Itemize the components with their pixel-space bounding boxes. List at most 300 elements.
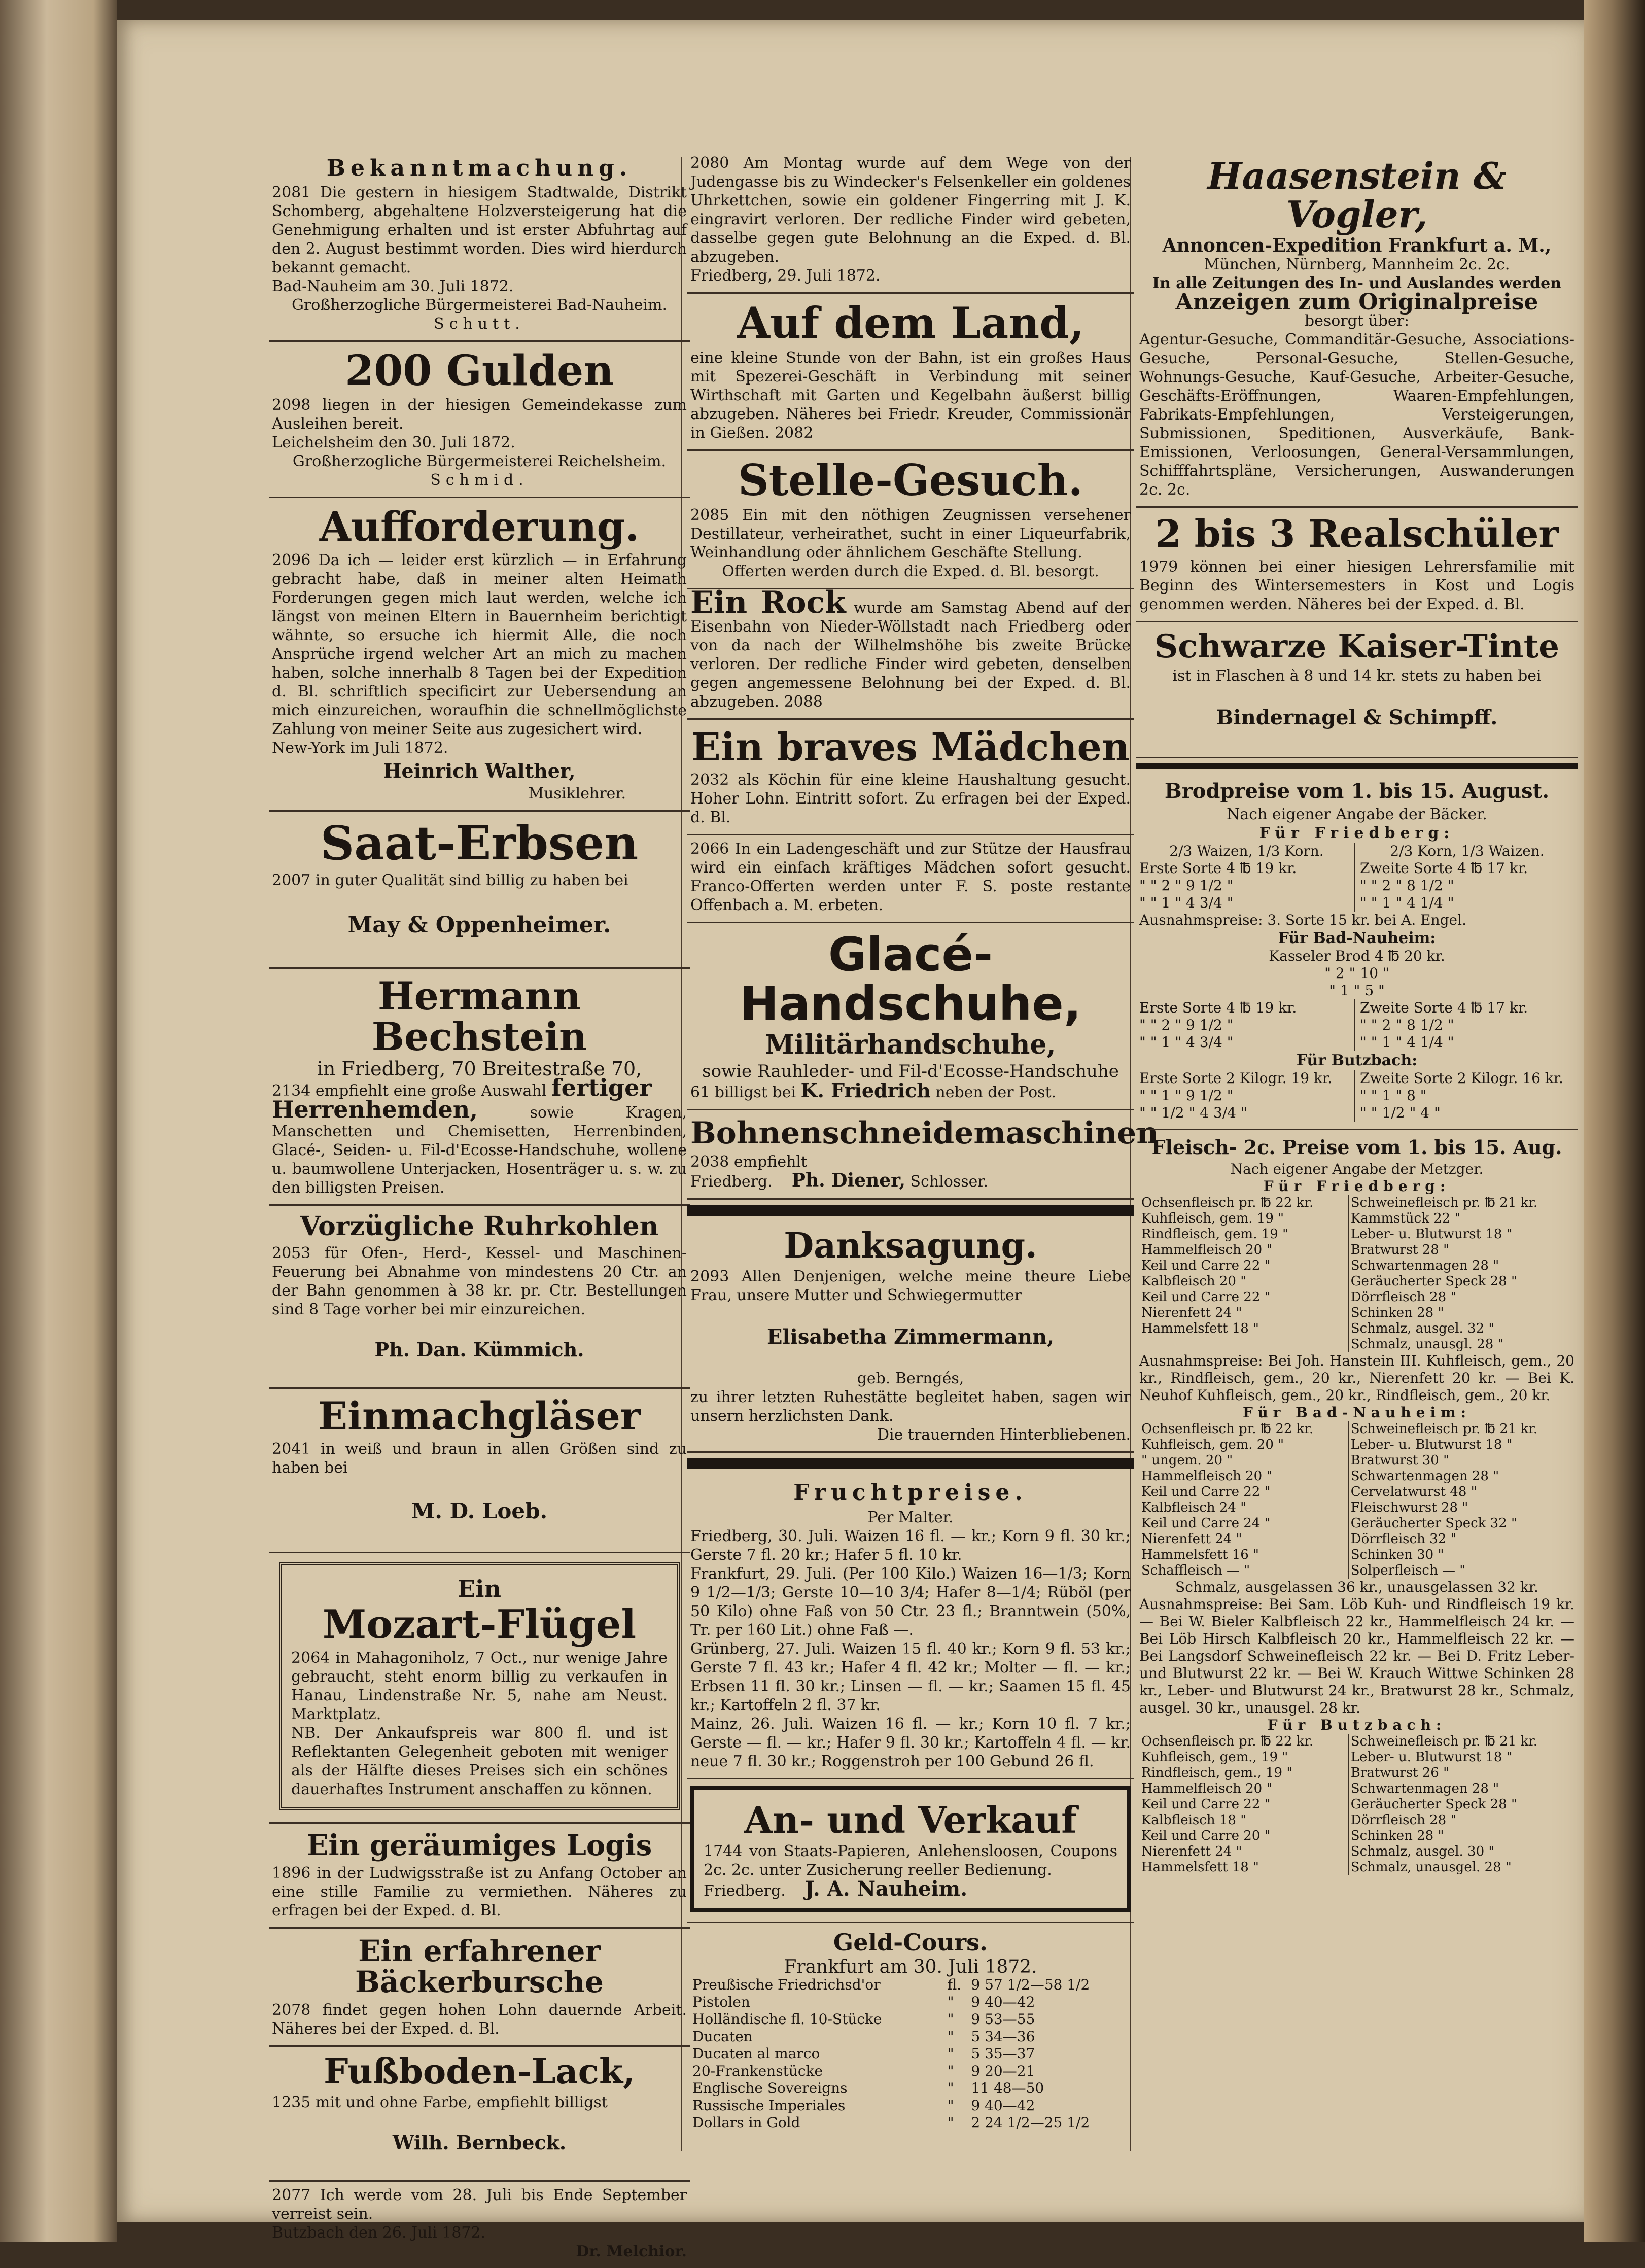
ad-place: Friedberg. [704,1882,786,1900]
ad-melchior [269,2182,690,2268]
column-3 [1136,150,1578,1882]
meat-price-left [1139,1337,1348,1352]
price-header: 2/3 Korn, 1/3 Waizen. [1390,843,1545,860]
ad-besorgt: besorgt über: [1304,312,1410,330]
price-line: Erste Sorte 4 ℔ 19 kr. [1139,860,1297,877]
ad-role: Musiklehrer. [528,785,626,803]
price-paragraph: Grünberg, 27. Juli. Waizen 15 fl. 40 kr.; Korn 9 fl. 53 kr.; Gerste 7 fl. 43 kr.; Hafer 4 fl. 42 kr.; Molter — fl. — kr.; Erbsen 11 fl. 30 kr.; Linsen — fl. — kr.; Saamen 15 fl. 45 kr.; Kartoffeln 2 fl. 37 kr. [690,1639,1131,1714]
meat-price-left: " ungem. 20 " [1139,1453,1348,1469]
ad-number: 2038 [690,1153,729,1171]
price-col-right [1355,999,1574,1051]
meat-price-right: Schwartenmagen 28 " [1350,1468,1499,1484]
meat-price-right: Schweinefleisch pr. ℔ 21 kr. [1350,1421,1538,1437]
ad-title: Stelle-Gesuch. [738,455,1083,506]
ad-title: Einmachgläser [318,1393,641,1439]
table-row [1139,1211,1574,1227]
price-paragraph: Mainz, 26. Juli. Waizen 16 fl. — kr.; Korn 10 fl. 7 kr.; Gerste — fl. — kr.; Hafer 9 fl. 30 kr.; Kartoffeln 4 fl. — kr. neue 7 fl. 30 kr.; Roggenstroh per 100 Gebund 26 fl. [690,1715,1131,1770]
rate: 9 40—42 [971,2097,1035,2114]
ad-signature: J. A. Nauheim. [804,1877,968,1901]
meat-price-right: Leber- u. Blutwurst 18 " [1350,1437,1513,1452]
table-row [1139,1337,1574,1352]
table-row [690,2011,1131,2028]
ad-title: Ein erfahrener Bäckerbursche [355,1933,604,1999]
price-extra: Schmalz, ausgelassen 36 kr., unausgelassen 32 kr. [1175,1578,1538,1595]
table-row [1139,1484,1574,1500]
ad-land [687,294,1134,451]
table-row [690,2114,1131,2132]
ad-laden [687,835,1134,923]
ad-bohnen [687,1110,1159,1200]
rate: 9 57 1/2—58 1/2 [971,1976,1090,1994]
ad-authority: Großherzogliche Bürgermeisterei Bad-Nauheim. [291,296,668,315]
ad-tinte [1136,622,1578,758]
ad-text: sowie Kragen, Manschetten und Chemisetten, Herrenbinden, Glacé-, Seiden- u. Fil-d'Ecosse-Handschuhe, wollene u. baumwollene Unterjacken, Hosenträger u. s. w. zu den billigsten Preisen. [272,1104,687,1197]
unit: " [947,2028,954,2045]
ad-title: 2 bis 3 Realschüler [1155,512,1559,556]
meat-price-left: Keil und Carre 20 " [1139,1828,1348,1844]
price-line: " " 1 " 4 1/4 " [1360,894,1454,912]
meat-price-right: Schinken 28 " [1350,1305,1444,1320]
ad-title: Haasenstein & Vogler, [1207,154,1507,236]
currency: Holländische fl. 10-Stücke [692,2011,882,2028]
meat-price-left: Nierenfett 24 " [1139,1305,1348,1321]
ad-lack [269,2047,690,2182]
ad-emphasis: fertiger [551,1074,652,1102]
price-header: 2/3 Waizen, 1/3 Korn. [1169,843,1324,860]
section-title: Brodpreise vom 1. bis 15. August. [1164,779,1550,804]
price-line: " " 2 " 8 1/2 " [1360,877,1454,894]
ad-note: NB. Der Ankaufspreis war 800 fl. und ist Reflektanten Gelegenheit geboten mit weniger als der Hälfte dieses Preises sich ein schönes dauerhaftes Instrument anschaffen zu können. [291,1724,668,1799]
meat-price-right: Schwartenmagen 28 " [1350,1258,1499,1273]
ad-place: New-York im Juli 1872. [272,739,448,757]
unit: " [947,2063,954,2080]
ad-title: Vorzügliche Ruhrkohlen [300,1211,659,1242]
table-row [1139,1812,1574,1828]
unit: " [947,2080,954,2097]
meat-price-left: Ochsenfleisch pr. ℔ 22 kr. [1139,1734,1348,1750]
ad-number: 2134 [272,1082,311,1100]
meat-price-left: Kuhfleisch, gem. 19 " [1139,1211,1348,1227]
rate: 9 40—42 [971,1994,1035,2011]
ad-text: in der Ludwigsstraße ist zu Anfang October an eine stille Familie zu vermiethen. Näheres zu erfragen bei der Exped. d. Bl. [272,1864,687,1920]
ad-number: 2096 [272,551,311,570]
price-col-right [1355,843,1574,912]
meat-price-left: Kuhfleisch, gem., 19 " [1139,1750,1348,1765]
ad-number: 61 [690,1083,710,1101]
price-line: " " 1 " 9 1/2 " [1139,1087,1234,1104]
ad-lead: In alle Zeitungen des In- und Auslandes werden [1152,274,1562,293]
ad-signature: Bindernagel & Schimpff. [1216,706,1498,730]
ad-place: Butzbach den 26. Juli 1872. [272,2224,485,2242]
column-1 [269,150,690,2268]
price-col-right [1355,1070,1574,1122]
ad-number: 2053 [272,1244,311,1263]
ad-signature: Dr. Melchior. [576,2243,687,2261]
ad-text: wurde am Samstag Abend auf der Eisenbahn von Nieder-Wöllstadt nach Friedberg oder von da nach der Wilhelmshöhe bis zweite Brücke verloren. Der redliche Finder wird gebeten, denselben gegen angemessene Belohnung bei der Exped. d. Bl. abzugeben. [690,599,1131,711]
table-row [1139,1563,1574,1579]
meat-price-right: Leber- u. Blutwurst 18 " [1350,1749,1513,1765]
price-line: Erste Sorte 4 ℔ 19 kr. [1139,999,1297,1017]
black-rule [687,1458,1134,1469]
ad-glace [687,923,1134,1110]
price-line: " " 1 " 4 1/4 " [1360,1034,1454,1051]
ad-maedchen [687,720,1134,835]
table-row [1139,1781,1574,1797]
ad-title: Danksagung. [784,1225,1037,1266]
ad-name: Elisabetha Zimmermann, [766,1325,1055,1349]
rate: 5 35—37 [971,2045,1035,2063]
price-grid [1139,1070,1574,1122]
ad-text: mit und ohne Farbe, empfiehlt billigst [315,2093,608,2112]
ad-text: findet gegen hohen Lohn dauernde Arbeit. Näheres bei der Exped. d. Bl. [272,2001,687,2038]
ad-place: Friedberg, 29. Juli 1872. [690,267,881,285]
table-row [690,1994,1131,2011]
price-col-left [1139,843,1355,912]
ad-place: Leichelsheim den 30. Juli 1872. [272,434,515,452]
table-row [1139,1797,1574,1812]
ad-number: 2066 [690,840,729,858]
ad-title: Aufforderung. [319,503,640,551]
table-row [1139,1828,1574,1844]
ad-title: Ein Rock [690,585,846,621]
table-row [690,2097,1131,2114]
section-subtitle: Per Malter. [867,1508,954,1526]
table-row [690,2028,1131,2045]
meat-table-friedberg [1139,1195,1574,1352]
meat-price-left: Keil und Carre 22 " [1139,1797,1348,1812]
town-heading: Für Butzbach: [1296,1052,1418,1070]
ad-text-after: neben der Post. [935,1083,1057,1101]
unit: " [947,2011,954,2028]
ad-title: Glacé-Handschuhe, [740,927,1081,1031]
ad-number: 1235 [272,2093,311,2112]
book-cover-edge [1584,0,1645,2242]
meat-price-right: Schmalz, unausgel. 28 " [1350,1859,1512,1875]
ad-logis [269,1824,690,1929]
ad-subtitle: in Friedberg, 70 Breitestraße 70, [317,1058,642,1080]
meat-price-right: Kammstück 22 " [1350,1210,1461,1226]
meat-price-left: Kalbfleisch 20 " [1139,1274,1348,1289]
price-line: " 2 " 10 " [1324,965,1389,982]
ad-subtitle: Annoncen-Expedition Frankfurt a. M., [1162,235,1552,257]
ad-number: 2041 [272,1440,311,1458]
ad-signature: K. Friedrich [800,1078,931,1102]
ad-text: können bei einer hiesigen Lehrersfamilie mit Beginn des Wintersemesters in Kost und Logis genommen werden. Näheres bei der Exped. d. Bl. [1139,557,1574,613]
meat-table-nauheim [1139,1421,1574,1579]
section-fleischpreise [1136,1130,1578,1882]
price-line: " " 1 " 4 3/4 " [1139,894,1234,912]
meat-price-right: Bratwurst 26 " [1350,1765,1450,1781]
currency: Ducaten [692,2028,753,2045]
section-subtitle: Frankfurt am 30. Juli 1872. [784,1957,1037,1978]
currency: 20-Frankenstücke [692,2063,823,2080]
ad-ring [687,150,1134,294]
ad-title: Ein geräumiges Logis [306,1829,652,1863]
meat-price-left: Hammelsfett 18 " [1139,1321,1348,1337]
meat-price-left: Hammelfleisch 20 " [1139,1242,1348,1258]
ad-text-lead: empfiehlt eine große Auswahl [315,1082,547,1100]
table-row [1139,1547,1574,1563]
ad-number: 2032 [690,771,729,789]
ad-text: Da ich — leider erst kürzlich — in Erfahrung gebracht habe, daß in meiner alten Heimath Forderungen gegen mich laut werden, welche ich längst von meinen Eltern in Bauernheim berichtigt wähnte, so ersuche ich hiermit Alle, die noch Ansprüche irgend welcher Art an mich zu machen haben, solche innerhalb 8 Tagen bei der Expedition d. Bl. schriftlich specificirt zur Uebersendung an mich einzureichen, woraufhin die schnellmöglichste Zahlung von meiner Seite aus zugesichert wird. [272,551,687,739]
section-fruchtpreise [687,1474,1134,1779]
table-row [1139,1195,1574,1211]
ad-text: Agentur-Gesuche, Commanditär-Gesuche, Associations-Gesuche, Personal-Gesuche, Stellen-Gesuche, Wohnungs-Gesuche, Kauf-Gesuche, Arbeiter-Gesuche, Geschäfts-Eröffnungen, Waaren-Empfehlungen, Fabrikats-Empfehlungen, Versteigerungen, Submissionen, Speditionen, Ausverkäufe, Bank-Emissionen, Verloosungen, General-Versammlungen, Schifffahrtspläne, Versicherungen, Auswanderungen 2c. 2c. [1139,331,1574,499]
ad-frame [690,1786,1131,1913]
currency: Russische Imperiales [692,2097,846,2114]
meat-price-left: Keil und Carre 22 " [1139,1258,1348,1274]
ad-text: eine kleine Stunde von der Bahn, ist ein großes Haus mit Spezerei-Geschäft in Verbindung mit seiner Wirthschaft mit Garten und Kegelbahn äußerst billig abzugeben. Näheres bei Friedr. Kreuder, Commissionär in Gießen. [690,349,1131,442]
price-line: Erste Sorte 2 Kilogr. 19 kr. [1139,1070,1333,1087]
ad-title: Ein braves Mädchen [691,724,1130,770]
ad-number: 2064 [291,1649,330,1667]
meat-price-left: Kalbfleisch 18 " [1139,1812,1348,1828]
table-row [1139,1765,1574,1781]
price-exceptions: Ausnahmspreise: Bei Sam. Löb Kuh- und Rindfleisch 19 kr. — Bei W. Bieler Kalbfleisch 22 kr., Hammelfleisch 24 kr. — Bei Löb Hirsch Kalbfleisch 20 kr., Hammelfleisch 22 kr. — Bei Langsdorf Schweinefleisch 22 kr. — Bei D. Fritz Leber- und Blutwurst 22 kr. — Bei W. Krauch Wittwe Schinken 28 kr., Leber- und Blutwurst 24 kr., Bratwurst 28 kr., Schmalz, ausgel. 30 kr., unausgel. 28 kr. [1139,1595,1574,1716]
meat-price-right: Geräucherter Speck 28 " [1350,1796,1517,1812]
ad-number: 1979 [1139,557,1178,576]
unit: " [947,2114,954,2132]
meat-price-left: Ochsenfleisch pr. ℔ 22 kr. [1139,1195,1348,1211]
ad-text: liegen in der hiesigen Gemeindekasse zum Ausleihen bereit. [272,396,687,433]
ad-title: Fußboden-Lack, [324,2051,635,2092]
ad-signature: Die trauernden Hinterbliebenen. [877,1426,1131,1444]
ad-role: Schlosser. [910,1172,988,1191]
ad-title: Hermann Bechstein [371,973,587,1059]
ad-stelle [687,451,1134,589]
ad-text-2: Offerten werden durch die Exped. d. Bl. besorgt. [722,563,1099,581]
price-line: " " 1/2 " 4 " [1360,1104,1441,1122]
currency: Englische Sovereigns [692,2080,848,2097]
price-exceptions: Ausnahmspreise: 3. Sorte 15 kr. bei A. Engel. [1139,912,1466,929]
meat-price-left: Hammelfleisch 20 " [1139,1781,1348,1797]
price-line: Zweite Sorte 4 ℔ 17 kr. [1360,999,1528,1017]
table-row [1139,1860,1574,1875]
ad-text: Die gestern in hiesigem Stadtwalde, Distrikt Schomberg, abgehaltene Holzversteigerung hat die Genehmigung erhalten und ist erster Abfuhrtag auf den 2. August bestimmt worden. Dies wird hierdurch bekannt gemacht. [272,184,687,277]
ad-text: als Köchin für eine kleine Haushaltung gesucht. Hoher Lohn. Eintritt sofort. Zu erfragen bei der Exped. d. Bl. [690,771,1131,827]
ad-number: 2081 [272,184,311,202]
ad-headline: Anzeigen zum Originalpreise [1175,289,1538,316]
ad-signature: Schmid. [430,471,529,490]
table-row [1139,1321,1574,1337]
meat-price-right: Schinken 28 " [1350,1828,1444,1843]
ad-subtitle: Militärhandschuhe, [765,1029,1056,1061]
ad-saat [269,812,690,969]
table-row [1139,1227,1574,1242]
meat-price-right: Geräucherter Speck 32 " [1350,1515,1517,1531]
exchange-table [690,1976,1131,2132]
ad-title: Bekanntmachung. [326,155,633,181]
ad-number: 1744 [704,1842,743,1861]
ad-place: Friedberg. [690,1172,773,1191]
ad-text-2: zu ihrer letzten Ruhestätte begleitet haben, sagen wir unsern herzlichsten Dank. [690,1388,1131,1425]
price-exceptions: Ausnahmspreise: Bei Joh. Hanstein III. Kuhfleisch, gem., 20 kr., Rindfleisch, gem., 20 kr., Nierenfett 20 kr. — Bei K. Neuhof Kuhfleisch, gem., 20 kr., Rindfleisch, gem., 20 kr. [1139,1352,1574,1404]
ad-title: 200 Gulden [345,346,614,396]
ad-signature: Ph. Diener, [791,1169,905,1191]
ad-number: 2082 [774,424,814,442]
table-row [1139,1305,1574,1321]
table-row [1139,1469,1574,1484]
meat-price-right: Schinken 30 " [1350,1547,1444,1562]
section-title: Fleisch- 2c. Preise vom 1. bis 15. Aug. [1151,1136,1562,1159]
meat-price-right: Schmalz, ausgel. 32 " [1350,1320,1495,1336]
ad-realschueler [1136,508,1578,622]
ad-number: 2098 [272,396,311,414]
price-line: " " 1 " 8 " [1360,1087,1427,1104]
price-line: Kasseler Brod 4 ℔ 20 kr. [1269,948,1445,965]
price-paragraph: Friedberg, 30. Juli. Waizen 16 fl. — kr.; Korn 9 fl. 30 kr.; Gerste 7 fl. 20 kr.; Hafer 5 fl. 10 kr. [690,1527,1131,1564]
ad-number: 2080 [690,154,729,172]
section-subtitle: Nach eigener Angabe der Metzger. [1230,1160,1484,1177]
price-line: " " 1/2 " 4 3/4 " [1139,1104,1247,1122]
ad-number: 2088 [784,693,823,711]
table-row [1139,1437,1574,1453]
meat-price-right: Cervelatwurst 48 " [1350,1484,1477,1499]
ad-text: Ich werde vom 28. Juli bis Ende September verreist sein. [272,2186,687,2223]
price-col-left [1139,999,1355,1051]
town-heading: Für Friedberg: [1263,1177,1451,1195]
currency: Preußische Friedrichsd'or [692,1976,881,1994]
meat-price-left: Keil und Carre 22 " [1139,1289,1348,1305]
ad-authority: Großherzogliche Bürgermeisterei Reichelsheim. [292,452,667,471]
table-row [1139,1500,1574,1516]
section-subtitle: Nach eigener Angabe der Bäcker. [1227,806,1487,824]
ad-haasenstein [1136,150,1578,508]
price-grid [1139,843,1574,912]
ad-title: Bohnenschneidemaschinen [690,1115,1159,1151]
meat-price-left: Hammelsfett 18 " [1139,1860,1348,1875]
town-heading: Für Bad-Nauheim: [1242,1404,1472,1421]
ad-dank [687,1221,1134,1453]
town-heading: Für Friedberg: [1259,824,1455,843]
ad-number: 2007 [272,871,311,889]
meat-price-left: Kuhfleisch, gem. 20 " [1139,1437,1348,1453]
table-row [690,1976,1131,1994]
ad-text: Am Montag wurde auf dem Wege von der Judengasse bis zu Windecker's Felsenkeller ein goldenes Uhrkettchen, sowie ein goldener Fingerring mit J. K. eingravirt verloren. Der redliche Finder wird gebeten, dasselbe gegen gute Belohnung an die Exped. d. Bl. abzugeben. [690,154,1131,266]
meat-price-right: Schwartenmagen 28 " [1350,1781,1499,1796]
meat-price-left: Hammelsfett 16 " [1139,1547,1348,1563]
section-geld-cours [687,1923,1134,2139]
table-row [1139,1453,1574,1469]
table-row [1139,1289,1574,1305]
meat-price-right: Bratwurst 30 " [1350,1452,1450,1468]
table-row [1139,1734,1574,1750]
meat-table-butzbach [1139,1734,1574,1875]
table-row [1139,1274,1574,1289]
ad-title: Saat-Erbsen [320,816,639,871]
meat-price-right: Dörrfleisch 32 " [1350,1531,1457,1547]
ad-number: 2085 [690,506,729,525]
ad-rock [687,585,1134,720]
price-grid [1139,999,1574,1051]
rate: 2 24 1/2—25 1/2 [971,2114,1090,2132]
price-line: Zweite Sorte 2 Kilogr. 16 kr. [1360,1070,1563,1087]
meat-price-right: Solperfleisch — " [1350,1562,1466,1578]
price-line: " " 1 " 4 3/4 " [1139,1034,1234,1051]
meat-price-right: Leber- u. Blutwurst 18 " [1350,1226,1513,1242]
ad-text: in weiß und braun in allen Größen sind zu haben bei [272,1440,687,1477]
table-row [1139,1516,1574,1531]
section-title: Fruchtpreise. [793,1480,1028,1506]
meat-price-left: Ochsenfleisch pr. ℔ 22 kr. [1139,1421,1348,1437]
unit: " [947,2045,954,2063]
ad-place: Bad-Nauheim am 30. Juli 1872. [272,277,514,296]
currency: Ducaten al marco [692,2045,820,2063]
ad-emphasis: Herrenhemden, [272,1096,478,1124]
currency: Dollars in Gold [692,2114,800,2132]
ad-text: Allen Denjenigen, welche meine theure Liebe Frau, unsere Mutter und Schwiegermutter [690,1268,1131,1305]
rate: 9 53—55 [971,2011,1035,2028]
meat-price-left: Kalbfleisch 24 " [1139,1500,1348,1516]
price-line: " " 2 " 9 1/2 " [1139,1017,1234,1034]
ad-signature: Heinrich Walther, [383,759,576,783]
price-line: Zweite Sorte 4 ℔ 17 kr. [1360,860,1528,877]
previous-page-edge [0,0,117,2242]
ad-number: 1896 [272,1864,311,1882]
meat-price-right: Dörrfleisch 28 " [1350,1289,1457,1305]
table-row [1139,1242,1574,1258]
table-row [690,2080,1131,2097]
table-row [1139,1750,1574,1765]
meat-price-left: Nierenfett 24 " [1139,1844,1348,1860]
ad-signature: Schutt. [434,315,525,333]
ad-text: Ein mit den nöthigen Zeugnissen versehener Destillateur, verheirathet, sucht in einer Liqueurfabrik, Weinhandlung oder ähnlichem Geschäfte Stellung. [690,506,1131,562]
meat-price-left: Keil und Carre 24 " [1139,1516,1348,1531]
meat-price-right: Dörrfleisch 28 " [1350,1812,1457,1828]
unit: fl. [947,1976,962,1994]
price-col-left [1139,1070,1355,1122]
meat-price-left: Rindfleisch, gem. 19 " [1139,1227,1348,1242]
meat-price-right: Schweinefleisch pr. ℔ 21 kr. [1350,1733,1538,1749]
ad-text: für Ofen-, Herd-, Kessel- und Maschinen-Feuerung bei Abnahme von mindestens 20 Ctr. an der Bahn genommen à 38 kr. pr. Ctr. Bestellungen sind 8 Tage vorher bei mir einzureichen. [272,1244,687,1319]
ad-title: Mozart-Flügel [322,1601,637,1648]
rate: 5 34—36 [971,2028,1035,2045]
ad-born: geb. Berngés, [857,1370,964,1388]
meat-price-right: Schmalz, ausgel. 30 " [1350,1843,1495,1859]
ad-number: 2093 [690,1268,729,1286]
price-line: " " 2 " 8 1/2 " [1360,1017,1454,1034]
ad-text: in Mahagoniholz, 7 Oct., nur wenige Jahre gebraucht, steht enorm billig zu verkaufen in Hanau, Lindenstraße Nr. 5, nahe am Neust. Marktplatz. [291,1649,668,1724]
meat-price-right: Schmalz, unausgl. 28 " [1350,1336,1504,1352]
section-title: Geld-Cours. [833,1929,988,1957]
black-rule [1136,763,1578,769]
meat-price-right: Bratwurst 28 " [1350,1242,1450,1258]
ad-kicker: Ein [458,1575,501,1602]
black-rule [687,1205,1134,1216]
meat-price-left: Schaffleisch — " [1139,1563,1348,1579]
rate: 11 48—50 [971,2080,1044,2097]
ad-number: 2078 [272,2001,311,2019]
ad-gulden [269,342,690,498]
ad-number: 2077 [272,2186,311,2205]
ad-ruhrkohlen [269,1206,690,1389]
ad-text: sowie Rauhleder- und Fil-d'Ecosse-Handschuhe [702,1061,1119,1081]
town-heading: Für Butzbach: [1267,1716,1447,1733]
ad-signature: Ph. Dan. Kümmich. [374,1338,584,1362]
ad-text-billig: billigst bei [714,1083,796,1101]
meat-price-left: Keil und Carre 22 " [1139,1484,1348,1500]
ad-text: in guter Qualität sind billig zu haben bei [315,871,628,889]
ad-frame [279,1562,680,1810]
meat-price-right: Geräucherter Speck 28 " [1350,1273,1517,1289]
ad-mozart [269,1553,690,1824]
table-row [1139,1531,1574,1547]
ad-cities: München, Nürnberg, Mannheim 2c. 2c. [1204,256,1510,274]
unit: " [947,2097,954,2114]
ad-title: Schwarze Kaiser-Tinte [1154,627,1559,666]
unit: " [947,1994,954,2011]
table-row [1139,1258,1574,1274]
